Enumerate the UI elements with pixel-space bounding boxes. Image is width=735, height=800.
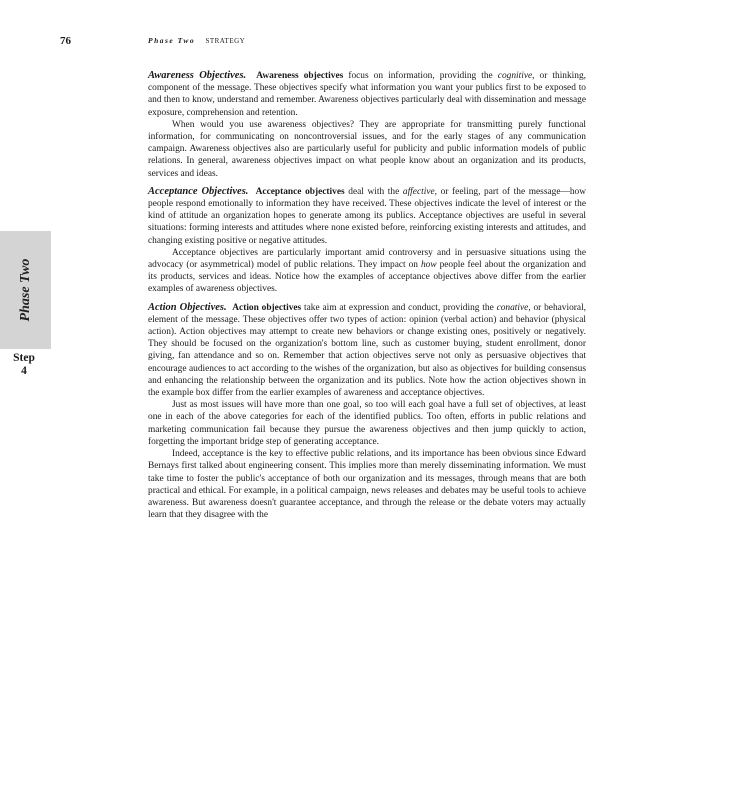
action-text-a: take aim at expression and conduct, providing the [301, 302, 497, 313]
action-text-b: , or behavioral, element of the message. These objectives offer two types of action: opinion (verbal action) and behavior (physical action). Action objectives may attempt to create new behaviors or change existing ones, positively or negatively. They should be focused on the organization's bottom line, such as customer buying, student enrollment, donor giving, fan attendance and so on. Remember that action objectives serve not only as persuasive objectives that encourage audiences to act according to the wishes of the organization, but also as objectives for building consensus and enhancing the relationship between the organization and its publics. Note how the action objectives shown in the example box differ from the earlier examples of awareness and acceptance objectives. [148, 302, 587, 399]
action-heading: Action Objectives. [148, 301, 227, 313]
acceptance-heading: Acceptance Objectives. [148, 185, 249, 197]
acceptance-p2-emphasis: how [420, 260, 437, 271]
running-head [148, 36, 245, 45]
side-tab-label: Phase Two [17, 258, 33, 322]
awareness-text-b: , or thinking, component of the message. These objectives specify what information you want your publics first to be exposed to and then to know, understand and remember. Awareness objectives particularly deal with dissemination and message exposure, comprehension and retention. [148, 71, 587, 118]
step-label [7, 352, 41, 378]
awareness-emphasis: cognitive [497, 71, 533, 81]
acceptance-text-a: deal with the [344, 186, 403, 197]
acceptance-paragraph-1 [148, 186, 586, 247]
action-paragraph-3: Indeed, acceptance is the key to effective public relations, and its importance has been obvious since Edward Bernays first talked about engineering consent. This implies more than merely disseminating information. We must take time to foster the public's acceptance of both our organization and its messages, through means that are both practical and ethical. For example, in a political campaign, news releases and debates may be useful tools to achieve awareness. But awareness doesn't guarantee acceptance, and through the release or the debate voters may actually learn that they disagree with the [148, 449, 586, 521]
awareness-paragraph-1 [148, 70, 586, 119]
acceptance-term: Acceptance objectives [255, 186, 345, 197]
action-term: Action objectives [232, 302, 302, 313]
awareness-paragraph-2: When would you use awareness objectives? They are appropriate for transmitting purely functional information, for communicating on noncontroversial issues, and for the early stages of any communication campaign. Awareness objectives also are particularly useful for publicity and public information models of public relations. In general, awareness objectives impact on what people know about an organization and its products, services and ideas. [148, 119, 586, 179]
action-emphasis: conative [496, 302, 529, 313]
acceptance-text-b: , or feeling, part of the message—how people respond emotionally to information they have received. These objectives indicate the level of interest or the kind of attitude an organization hopes to generate among its publics. Acceptance objectives are useful in several situations: forming interests and attitudes where none existed before, reinforcing existing interests and attitudes, and changing existing positive or negative attitudes. [148, 186, 587, 246]
acceptance-p2-text-a: Acceptance objectives are particularly important amid controversy and in persuasive situations using the advocacy (or asymmetrical) model of public relations. They impact on [148, 247, 586, 271]
acceptance-p2-text-b: people feel about the organization and its products, services and ideas. Notice how the examples of acceptance objectives above differ from the earlier examples of awareness objectives. [148, 260, 586, 295]
step-word: Step [13, 352, 35, 364]
body-text [148, 70, 586, 521]
awareness-heading: Awareness Objectives. [148, 70, 247, 81]
action-paragraph-1 [148, 302, 586, 400]
acceptance-paragraph-2 [148, 247, 586, 296]
awareness-text-a: focus on information, providing the [343, 71, 498, 81]
acceptance-emphasis: affective [402, 186, 435, 197]
step-number: 4 [21, 365, 27, 377]
page-number: 76 [60, 35, 71, 47]
running-head-section: STRATEGY [205, 37, 246, 45]
phase-side-tab [0, 231, 51, 349]
awareness-term: Awareness objectives [256, 71, 344, 81]
action-paragraph-2: Just as most issues will have more than one goal, so too will each goal have a full set of objectives, at least one in each of the above categories for each of the identified publics. Too often, efforts in public relations and marketing communication fail because they pursue the awareness objectives and then jump quickly to action, forgetting the important bridge step of generating acceptance. [148, 400, 586, 447]
running-head-phase: Phase Two [148, 36, 196, 45]
